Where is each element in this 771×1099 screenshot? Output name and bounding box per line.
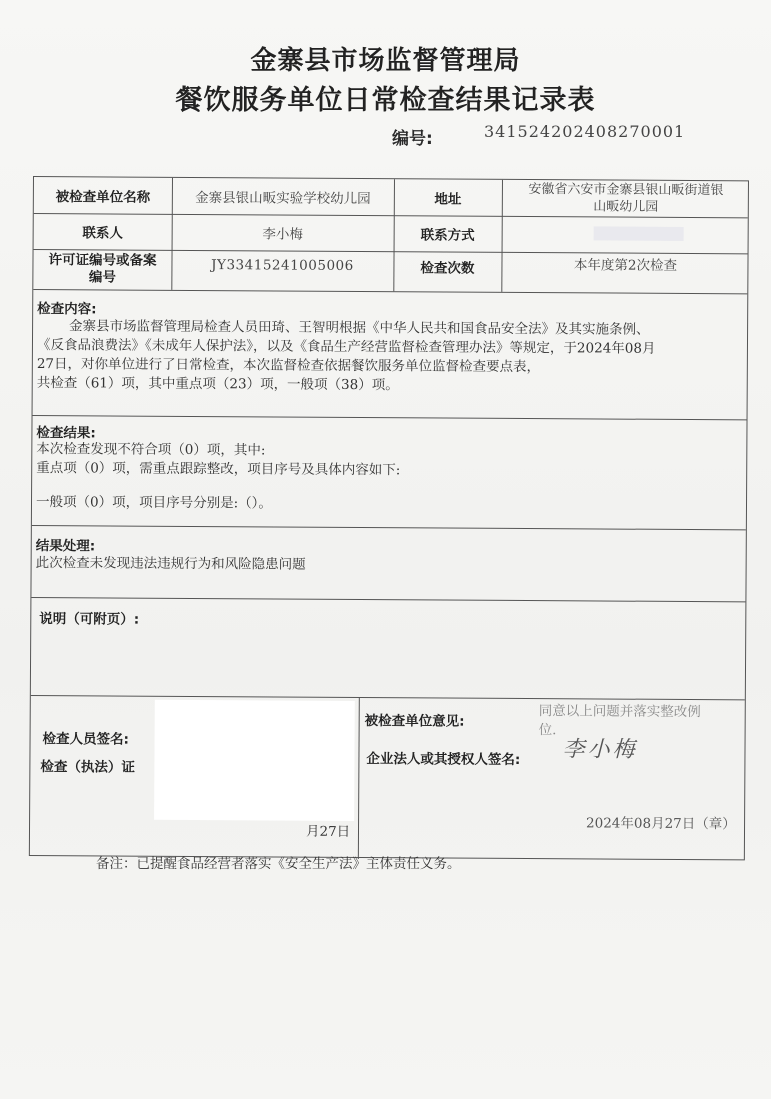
license-label	[33, 249, 171, 290]
content-title: 检查内容:	[37, 301, 97, 318]
serial-value: 341524202408270001	[484, 122, 686, 141]
opinion-text-line-2: 位.	[538, 722, 557, 739]
address-label: 地址	[434, 191, 462, 208]
phone-redaction	[594, 226, 684, 241]
handling-title: 结果处理:	[35, 538, 96, 555]
legal-sign-label: 企业法人或其授权人签名:	[366, 751, 521, 768]
serial-label: 编号:	[392, 129, 433, 149]
content-line-4: 共检查（61）项，其中重点项（23）项，一般项（38）项。	[36, 375, 399, 394]
phone-label: 联系方式	[420, 227, 475, 244]
unit-sign-date: 2024年08月27日（章）	[586, 815, 736, 833]
handwritten-signature: 李小梅	[562, 737, 638, 763]
inspection-count-value: 本年度第2次检查	[573, 257, 678, 274]
inspection-record-table	[29, 176, 749, 860]
inspection-count-label: 检查次数	[420, 260, 475, 277]
col-divider	[358, 697, 360, 859]
result-line-3: 一般项（0）项，项目序号分别是:（）。	[35, 494, 272, 512]
address-line-2: 山畈幼儿园	[593, 199, 659, 215]
address-line-1: 安徽省六安市金寨县银山畈街道银	[528, 182, 724, 199]
footer-note: 备注：已提醒食品经营者落实《安全生产法》主体责任义务。	[96, 856, 461, 872]
section-divider	[31, 695, 745, 700]
opinion-text-line-1: 同意以上问题并落实整改例	[538, 703, 701, 721]
result-line-1: 本次检查发现不符合项（0）项，其中:	[36, 441, 266, 459]
cert-label: 检查（执法）证	[40, 759, 135, 776]
content-line-1: 金寨县市场监督管理局检查人员田琦、王智明根据《中华人民共和国食品安全法》及其实施条例、	[69, 318, 650, 338]
remarks-title: 说明（可附页）:	[39, 611, 140, 628]
result-line-2: 重点项（0）项，需重点跟踪整改，项目序号及具体内容如下:	[36, 460, 401, 479]
form-title: 餐饮服务单位日常检查结果记录表	[175, 85, 596, 116]
unit-name-value: 金寨县银山畈实验学校幼儿园	[195, 189, 371, 208]
section-divider	[31, 597, 745, 602]
contact-value: 李小梅	[262, 226, 303, 243]
opinion-label: 被检查单位意见:	[364, 713, 465, 730]
agency-title: 金寨县市场监督管理局	[250, 46, 521, 76]
license-value: JY33415241005006	[211, 257, 354, 274]
content-line-3: 27日，对你单位进行了日常检查，本次监督检查依据餐饮服务单位监督检查要点表，	[36, 356, 541, 376]
handling-text: 此次检查未发现违法违规行为和风险隐患问题	[35, 555, 306, 573]
address-value	[502, 180, 750, 218]
section-divider	[33, 415, 747, 420]
unit-name-label: 被检查单位名称	[55, 189, 151, 206]
contact-label: 联系人	[82, 225, 123, 242]
content-line-2: 《反食品浪费法》《未成年人保护法》，以及《食品生产经营监督检查管理办法》等规定，于2024年08月	[36, 337, 656, 357]
result-title: 检查结果:	[36, 425, 96, 442]
inspector-sign-label: 检查人员签名:	[42, 731, 130, 748]
license-label-line-1: 许可证编号或备案	[48, 252, 157, 269]
inspector-date: 月27日	[305, 823, 351, 840]
inspector-redaction	[154, 700, 355, 821]
section-divider	[32, 525, 746, 530]
row-divider	[33, 289, 747, 294]
license-label-line-2: 编号	[88, 269, 116, 286]
